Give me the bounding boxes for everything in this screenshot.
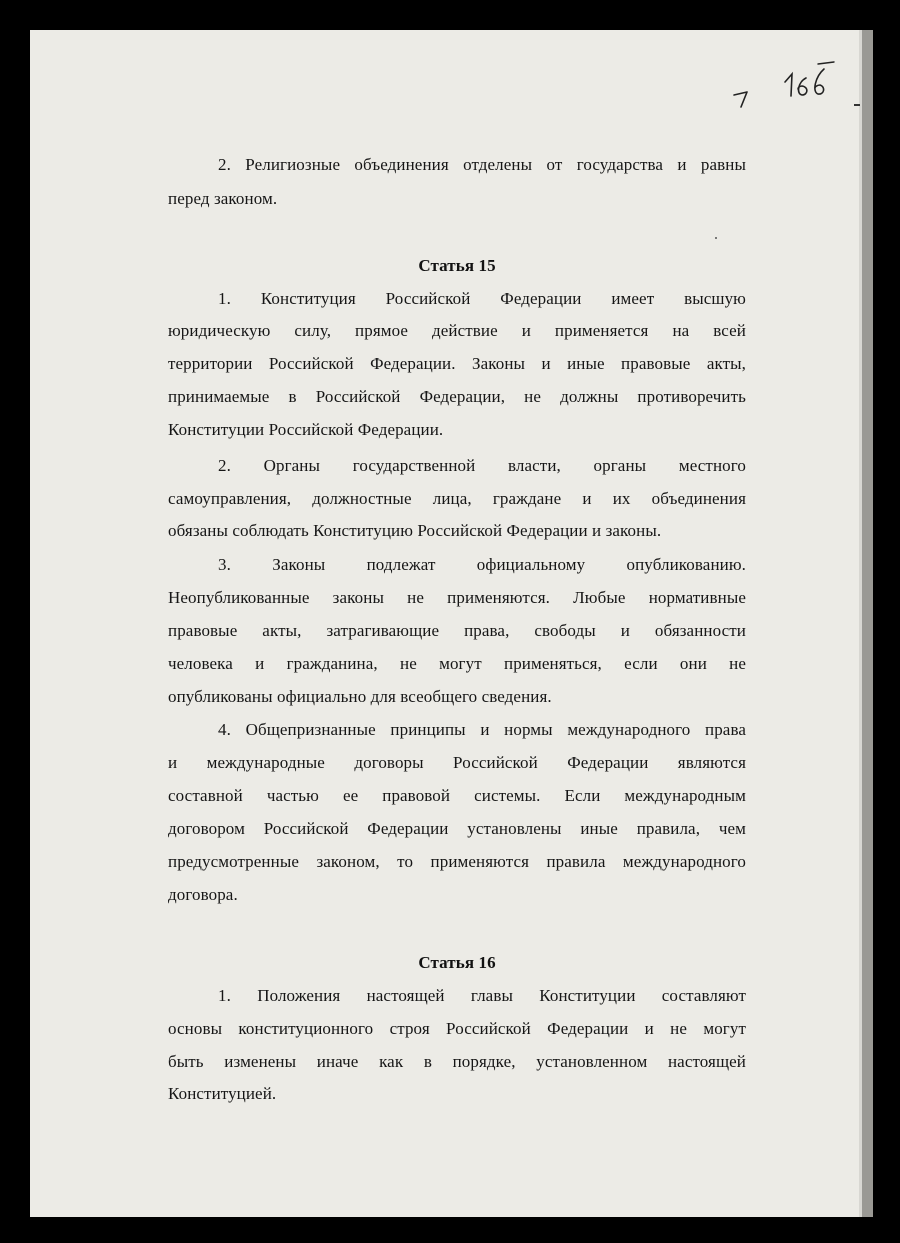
text-line: 2. Религиозные объединения отделены от государства и равны [218, 155, 746, 174]
text-line: правовые акты, затрагивающие права, свободы и обязанности [168, 621, 746, 640]
text-line: и международные договоры Российской Федерации являются [168, 753, 746, 772]
text-line: опубликованы официально для всеобщего сведения. [168, 687, 552, 706]
text-line: Неопубликованные законы не применяются. Любые нормативные [168, 588, 746, 607]
text-line: быть изменены иначе как в порядке, установленном настоящей [168, 1052, 746, 1071]
text-line: 1. Положения настоящей главы Конституции составляют [218, 986, 746, 1005]
handwritten-page-number [732, 86, 752, 110]
text-line: обязаны соблюдать Конституцию Российской Федерации и законы. [168, 521, 662, 540]
text-line: 4. Общепризнанные принципы и нормы международного права [218, 720, 746, 739]
text-line: составной частью ее правовой системы. Если международным [168, 786, 746, 805]
handwritten-archive-mark [782, 60, 842, 100]
text-line: 2. Органы государственной власти, органы местного [218, 456, 746, 475]
text-line: договора. [168, 885, 238, 904]
text-line: 1. Конституция Российской Федерации имеет высшую [218, 289, 746, 308]
text-line: Конституции Российской Федерации. [168, 420, 444, 439]
article-heading: Статья 16 [418, 953, 496, 972]
text-line: территории Российской Федерации. Законы и иные правовые акты, [168, 354, 746, 373]
article-heading: Статья 15 [418, 256, 496, 275]
text-line: юридическую силу, прямое действие и применяется на всей [168, 321, 746, 340]
text-line: перед законом. [168, 189, 278, 208]
page-edge-highlight [859, 30, 862, 1217]
text-line: Конституцией. [168, 1084, 277, 1103]
text-line: 3. Законы подлежат официальному опубликованию. [218, 555, 746, 574]
text-line: человека и гражданина, не могут применяться, если они не [168, 654, 746, 673]
text-line: принимаемые в Российской Федерации, не должны противоречить [168, 387, 746, 406]
page-edge-mark [854, 104, 860, 106]
text-line: предусмотренные законом, то применяются правила международного [168, 852, 746, 871]
text-line: основы конституционного строя Российской Федерации и не могут [168, 1019, 746, 1038]
paper-speck [715, 237, 717, 239]
text-line: договором Российской Федерации установлены иные правила, чем [168, 819, 746, 838]
text-line: самоуправления, должностные лица, граждане и их объединения [168, 489, 746, 508]
